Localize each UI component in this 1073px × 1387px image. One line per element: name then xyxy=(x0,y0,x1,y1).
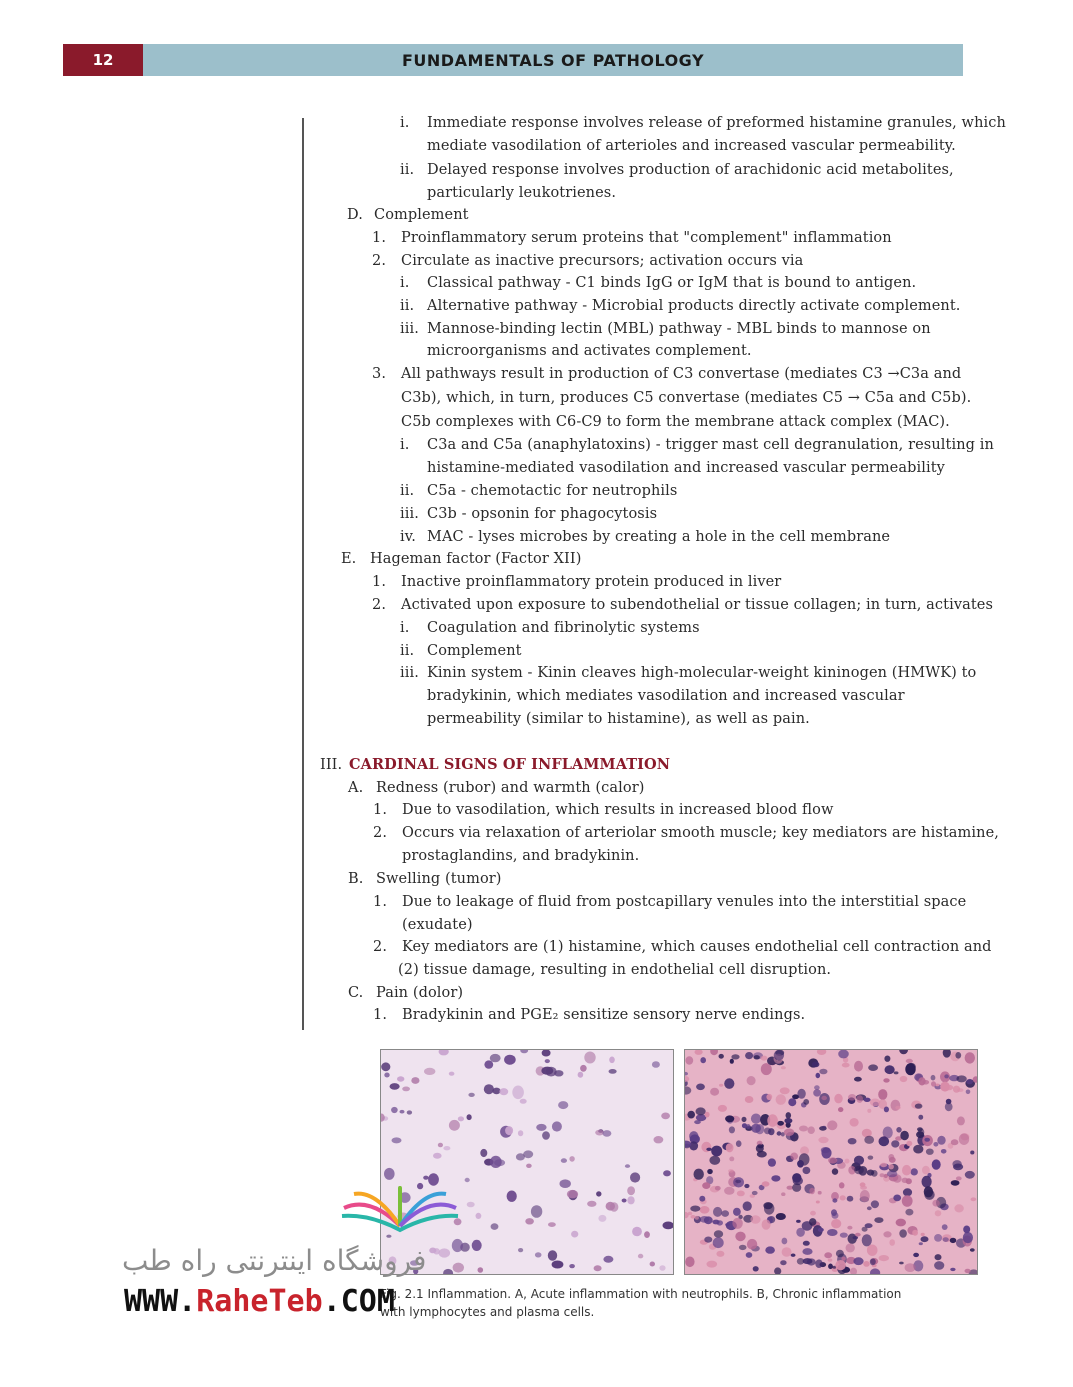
margin-rule xyxy=(302,118,304,1030)
outline-label: iii. xyxy=(400,506,419,522)
outline-text: Delayed response involves production of arachidonic acid metabolites, xyxy=(427,162,954,178)
outline-label: E. xyxy=(341,551,357,567)
watermark-url[interactable] xyxy=(124,1284,395,1319)
outline-label: iii. xyxy=(400,665,419,681)
outline-text: Due to leakage of fluid from postcapillary venules into the interstitial space xyxy=(402,894,967,910)
outline-label: ii. xyxy=(400,298,415,314)
outline-text: Key mediators are (1) histamine, which causes endothelial cell contraction and xyxy=(402,939,992,955)
outline-text: Immediate response involves release of preformed histamine granules, which xyxy=(427,115,1006,131)
outline-text: C3a and C5a (anaphylatoxins) - trigger mast cell degranulation, resulting in xyxy=(427,437,994,453)
watermark-store-name: فروشگاه اینترنتی راه طب xyxy=(122,1244,427,1277)
outline-text: Swelling (tumor) xyxy=(376,871,502,887)
outline-label: III. xyxy=(320,757,343,773)
watermark-url-prefix: WWW. xyxy=(124,1284,197,1319)
outline-label: 1. xyxy=(372,574,387,590)
outline-label: B. xyxy=(348,871,364,887)
outline-label: 1. xyxy=(373,1007,388,1023)
outline-text: (exudate) xyxy=(402,917,473,933)
outline-text: Complement xyxy=(427,643,522,659)
outline-label: ii. xyxy=(400,643,415,659)
outline-text: C3b), which, in turn, produces C5 convertase (mediates C5 → C5a and C5b). xyxy=(401,390,972,406)
outline-label: 1. xyxy=(373,894,388,910)
page-number: 12 xyxy=(63,44,143,76)
outline-label: C. xyxy=(348,985,364,1001)
outline-text: All pathways result in production of C3 convertase (mediates C3 →C3a and xyxy=(401,366,962,382)
caption-line-2: with lymphocytes and plasma cells. xyxy=(380,1305,595,1319)
outline-text: histamine-mediated vasodilation and increased vascular permeability xyxy=(427,460,945,476)
outline-text: Occurs via relaxation of arteriolar smooth muscle; key mediators are histamine, xyxy=(402,825,999,841)
outline-text: microorganisms and activates complement. xyxy=(427,343,752,359)
watermark-url-suffix: .COM xyxy=(322,1284,395,1319)
outline-label: 1. xyxy=(373,802,388,818)
caption-line-1: Fig. 2.1 Inflammation. A, Acute inflammation with neutrophils. B, Chronic inflammation xyxy=(380,1287,902,1301)
outline-label: 2. xyxy=(372,253,387,269)
outline-label: 3. xyxy=(372,366,387,382)
outline-text: Complement xyxy=(374,207,469,223)
figure-a-acute-inflammation xyxy=(380,1049,674,1275)
outline-text: MAC - lyses microbes by creating a hole in the cell membrane xyxy=(427,529,891,545)
outline-label: 1. xyxy=(372,230,387,246)
outline-label: ii. xyxy=(400,483,415,499)
outline-label: iii. xyxy=(400,321,419,337)
outline-label: 2. xyxy=(373,825,388,841)
figure-caption xyxy=(380,1285,980,1321)
page-header xyxy=(63,44,963,76)
section-heading: CARDINAL SIGNS OF INFLAMMATION xyxy=(349,756,671,773)
watermark-url-brand: RaheTeb xyxy=(196,1284,323,1319)
outline-text: C5a - chemotactic for neutrophils xyxy=(427,483,678,499)
outline-label: ii. xyxy=(400,162,415,178)
outline-text: Circulate as inactive precursors; activation occurs via xyxy=(401,253,804,269)
outline-label: i. xyxy=(400,437,410,453)
outline-text: (2) tissue damage, resulting in endothelial cell disruption. xyxy=(398,962,832,978)
outline-label: i. xyxy=(400,275,410,291)
outline-label: i. xyxy=(400,115,410,131)
outline-text: particularly leukotrienes. xyxy=(427,185,617,201)
outline-text: Classical pathway - C1 binds IgG or IgM that is bound to antigen. xyxy=(427,275,917,291)
outline-text: bradykinin, which mediates vasodilation and increased vascular xyxy=(427,688,905,704)
outline-text: Activated upon exposure to subendothelial or tissue collagen; in turn, activates xyxy=(401,597,993,613)
outline-text: Mannose-binding lectin (MBL) pathway - MBL binds to mannose on xyxy=(427,321,931,337)
outline-text: Bradykinin and PGE₂ sensitize sensory nerve endings. xyxy=(402,1007,806,1023)
book-logo-icon xyxy=(340,1186,460,1236)
figure-b-chronic-inflammation xyxy=(684,1049,978,1275)
outline-text: Alternative pathway - Microbial products directly activate complement. xyxy=(427,298,961,314)
outline-text: Inactive proinflammatory protein produced in liver xyxy=(401,574,782,590)
outline-text: Proinflammatory serum proteins that "complement" inflammation xyxy=(401,230,892,246)
outline-text: Pain (dolor) xyxy=(376,985,464,1001)
book-title: FUNDAMENTALS OF PATHOLOGY xyxy=(401,50,705,70)
outline-text: Kinin system - Kinin cleaves high-molecular-weight kininogen (HMWK) to xyxy=(427,665,977,681)
outline-text: permeability (similar to histamine), as well as pain. xyxy=(427,711,810,727)
outline-text: mediate vasodilation of arterioles and increased vascular permeability. xyxy=(427,138,956,154)
outline-label: 2. xyxy=(372,597,387,613)
outline-text: Redness (rubor) and warmth (calor) xyxy=(376,780,645,796)
outline-label: i. xyxy=(400,620,410,636)
outline-text: Due to vasodilation, which results in increased blood flow xyxy=(402,802,834,818)
outline-label: A. xyxy=(348,780,364,796)
outline-text: C5b complexes with C6-C9 to form the membrane attack complex (MAC). xyxy=(401,414,950,430)
outline-text: C3b - opsonin for phagocytosis xyxy=(427,506,658,522)
outline-label: D. xyxy=(347,207,363,223)
outline-label: iv. xyxy=(400,529,417,545)
outline-text: Coagulation and fibrinolytic systems xyxy=(427,620,700,636)
outline-label: 2. xyxy=(373,939,388,955)
outline-text: Hageman factor (Factor XII) xyxy=(370,551,582,567)
outline-text: prostaglandins, and bradykinin. xyxy=(402,848,640,864)
